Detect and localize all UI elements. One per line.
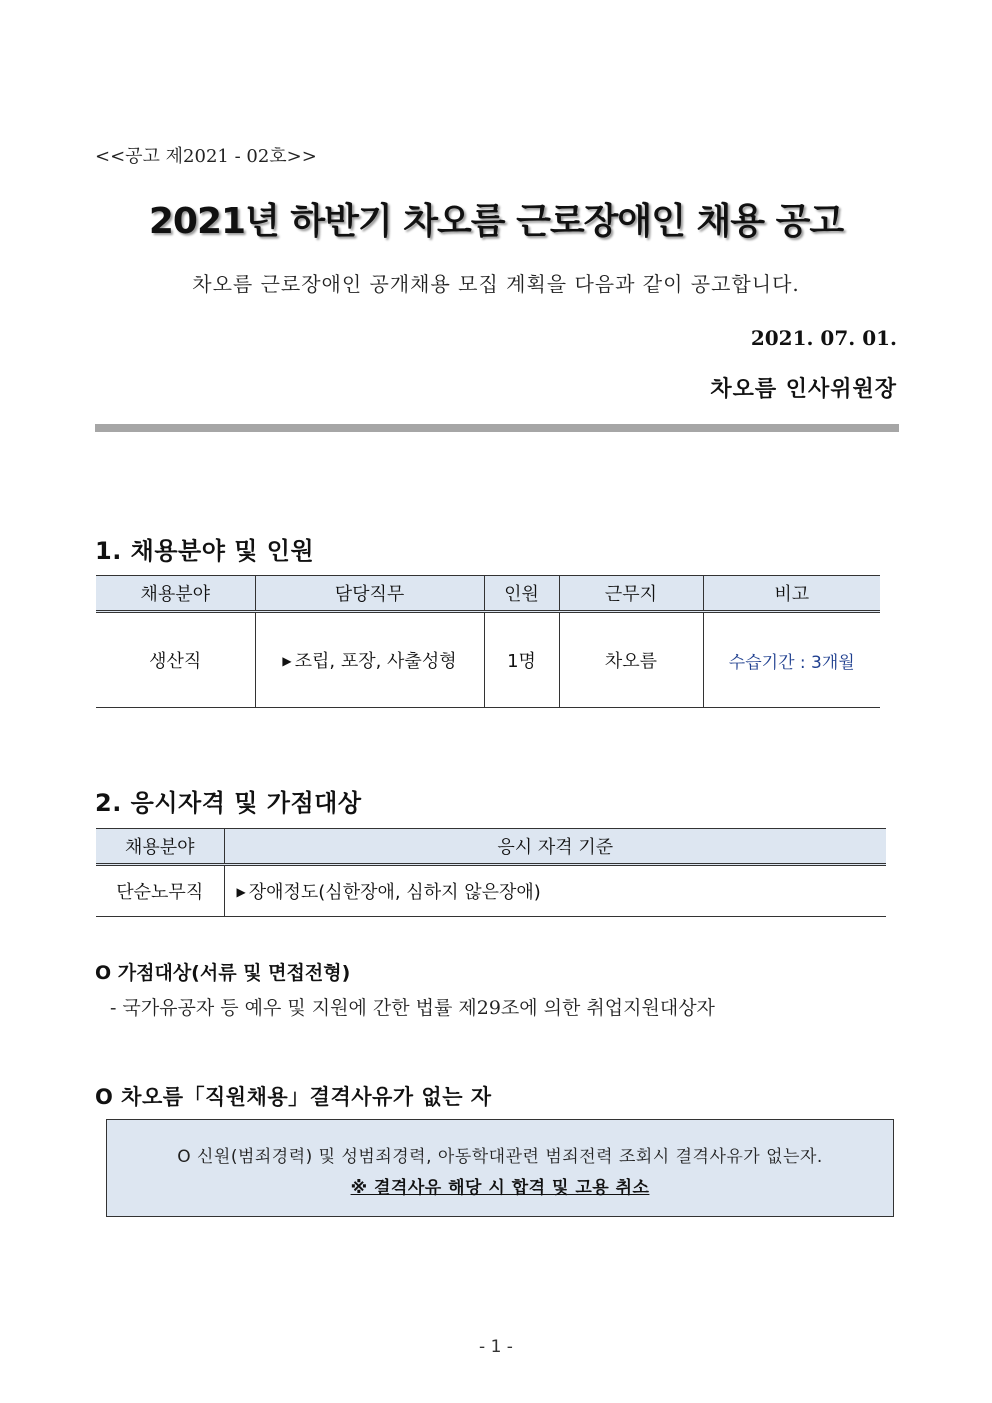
disqualification-box [106,1119,894,1217]
triangle-bullet-icon: ▶ [282,654,292,668]
section2-title: 2. 응시자격 및 가점대상 [95,789,362,817]
count-cell: 1명 [484,612,559,708]
field-cell: 단순노무직 [96,865,224,917]
subtitle: 차오름 근로장애인 공개채용 모집 계획을 다음과 같이 공고합니다. [192,272,800,296]
column-header: 응시 자격 기준 [224,829,886,865]
notice-date: 2021. 07. 01. [750,326,897,350]
table-header-row [96,829,886,865]
column-header: 근무지 [559,576,703,612]
table-row [96,612,880,708]
column-header: 채용분야 [96,576,255,612]
recruitment-table [96,575,880,708]
disqualification-note: ※ 결격사유 해당 시 합격 및 고용 취소 [350,1178,650,1198]
table-header-row [96,576,880,612]
bonus-title: O 가점대상(서류 및 면접전형) [95,962,351,984]
issuer: 차오름 인사위원장 [710,377,897,402]
disqualification-title: O 차오름「직원채용」결격사유가 없는 자 [95,1085,492,1109]
column-header: 비고 [703,576,880,612]
field-cell: 생산직 [96,612,255,708]
duties-text: 조립, 포장, 사출성형 [294,651,457,672]
notice-number: <<공고 제2021 - 02호>> [95,146,317,167]
criteria-text: 장애정도(심한장애, 심하지 않은장애) [248,882,541,903]
note-cell: 수습기간 : 3개월 [703,612,880,708]
bonus-item: - 국가유공자 등 예우 및 지원에 간한 법률 제29조에 의한 취업지원대상자 [110,997,715,1019]
triangle-bullet-icon: ▶ [236,885,246,899]
table-row [96,865,886,917]
criteria-cell [224,865,886,917]
column-header: 채용분야 [96,829,224,865]
header-divider [95,424,899,432]
page-number: - 1 - [479,1337,513,1357]
column-header: 담당직무 [255,576,484,612]
duties-cell [255,612,484,708]
section1-title: 1. 채용분야 및 인원 [95,537,315,565]
page-title: 2021년 하반기 차오름 근로장애인 채용 공고 [148,201,844,242]
disqualification-text: O 신원(범죄경력) 및 성범죄경력, 아동학대관련 범죄전력 조회시 결격사유가 없는자. [177,1147,823,1167]
location-cell: 차오름 [559,612,703,708]
qualification-table [96,828,886,917]
column-header: 인원 [484,576,559,612]
